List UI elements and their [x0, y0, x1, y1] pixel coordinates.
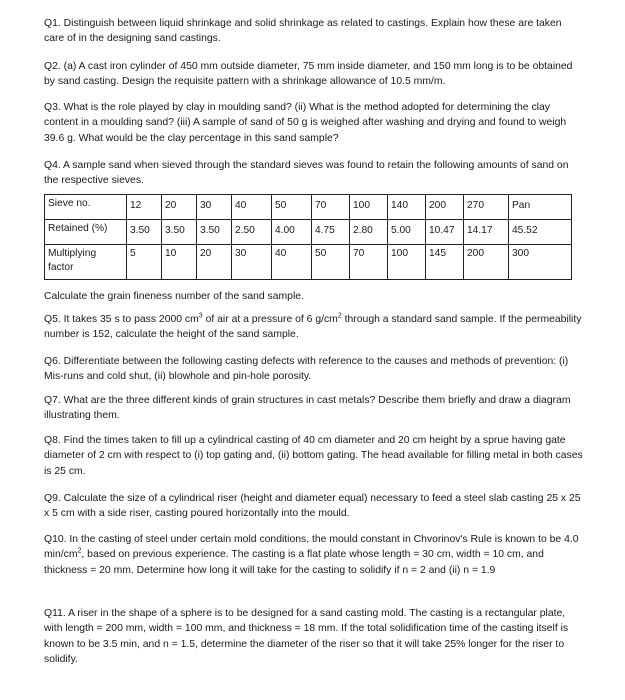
table-cell: 3.50: [197, 220, 232, 245]
question-8: Q8. Find the times taken to fill up a cylindrical casting of 40 cm diameter and 20 cm height by a sprue having gate diameter of 2 cm with respect to (i) top gating and, (ii) bottom gating. The head available for filling metal in both cases is 25 cm.: [44, 435, 583, 477]
table-cell: 50: [272, 195, 312, 220]
question-5: Q5. It takes 35 s to pass 2000 $cm^3$ of air at a pressure of 6 $g/cm^2$ through a standard sand sample. If the permeability number is 152, calculate the height of the sand sample.: [44, 312, 582, 341]
question-4: Q4. A sample sand when sieved through the standard sieves was found to retain the following amounts of sand on the respective sieves.: [44, 160, 569, 187]
table-cell: 4.75: [312, 220, 350, 245]
table-cell: 30: [197, 195, 232, 220]
question-7: Q7. What are the three different kinds of grain structures in cast metals? Describe them briefly and draw a diagram illustrating them.: [44, 395, 571, 422]
sieve-table: [44, 194, 572, 280]
table-cell: 2.80: [350, 220, 388, 245]
table-cell: 145: [426, 245, 464, 280]
row-label: Retained (%): [45, 220, 127, 245]
table-cell: 40: [272, 245, 312, 280]
table-cell: 12: [127, 195, 162, 220]
question-2: Q2. (a) A cast iron cylinder of 450 mm outside diameter, 75 mm inside diameter, and 150 mm long is to be obtained by sand casting. Design the requisite pattern with a shrinkage allowance of 10.5 mm/m.: [44, 61, 573, 88]
table-cell: 45.52: [509, 220, 572, 245]
table-cell: 20: [162, 195, 197, 220]
table-cell: 70: [350, 245, 388, 280]
table-cell: Pan: [509, 195, 572, 220]
table-cell: 50: [312, 245, 350, 280]
table-cell: 40: [232, 195, 272, 220]
table-row: [45, 245, 572, 280]
row-label: Sieve no.: [45, 195, 127, 220]
table-cell: 100: [388, 245, 426, 280]
question-9: Q9. Calculate the size of a cylindrical riser (height and diameter equal) necessary to feed a steel slab casting 25 x 25 x 5 cm with a side riser, casting poured horizontally into the mould.: [44, 493, 581, 520]
table-cell: 70: [312, 195, 350, 220]
sieve-table-body: [45, 195, 572, 280]
table-cell: 140: [388, 195, 426, 220]
table-cell: 200: [426, 195, 464, 220]
table-cell: 14.17: [464, 220, 509, 245]
question-1: Q1. Distinguish between liquid shrinkage and solid shrinkage as related to castings. Explain how these are taken care of in the designing sand castings.: [44, 18, 562, 45]
table-cell: 3.50: [162, 220, 197, 245]
table-cell: 5.00: [388, 220, 426, 245]
table-cell: 10.47: [426, 220, 464, 245]
table-cell: 3.50: [127, 220, 162, 245]
table-cell: 100: [350, 195, 388, 220]
table-row: [45, 220, 572, 245]
question-11: Q11. A riser in the shape of a sphere is to be designed for a sand casting mold. The casting is a rectangular plate, with length = 200 mm, width = 100 mm, and thickness = 18 mm. If the total solidification time of the casting itself is known to be 3.5 min, and n = 1.5, determine the diameter of the riser so that it will take 25% longer for the riser to solidify.: [44, 608, 569, 666]
row-label: Multiplying factor: [45, 245, 127, 280]
table-cell: 270: [464, 195, 509, 220]
question-6: Q6. Differentiate between the following casting defects with reference to the causes and methods of prevention: (i) Mis-runs and cold shut, (ii) blowhole and pin-hole porosity.: [44, 356, 569, 383]
table-cell: 2.50: [232, 220, 272, 245]
table-cell: 5: [127, 245, 162, 280]
table-cell: 20: [197, 245, 232, 280]
table-cell: 4.00: [272, 220, 312, 245]
table-cell: 200: [464, 245, 509, 280]
table-cell: 10: [162, 245, 197, 280]
question-10: Q10. In the casting of steel under certain mold conditions, the mould constant in Chvorinov's Rule is known to be 4.0 $\min/cm^2$, based on previous experience. The casting is a flat plate whose length = 30 cm, width = 10 cm, and thickness = 20 mm. Determine how long it will take for the casting to solidify if n = 2 and (ii) n = 1.9: [44, 534, 579, 576]
question-4-instruction: Calculate the grain fineness number of the sand sample.: [44, 291, 304, 302]
table-cell: 300: [509, 245, 572, 280]
question-3: Q3. What is the role played by clay in moulding sand? (ii) What is the method adopted for determining the clay content in a moulding sand? (iii) A sample of sand of 50 g is weighed after washing and drying and found to weigh 39.6 g. What would be the clay percentage in this sand sample?: [44, 102, 567, 144]
table-cell: 30: [232, 245, 272, 280]
table-row: [45, 195, 572, 220]
